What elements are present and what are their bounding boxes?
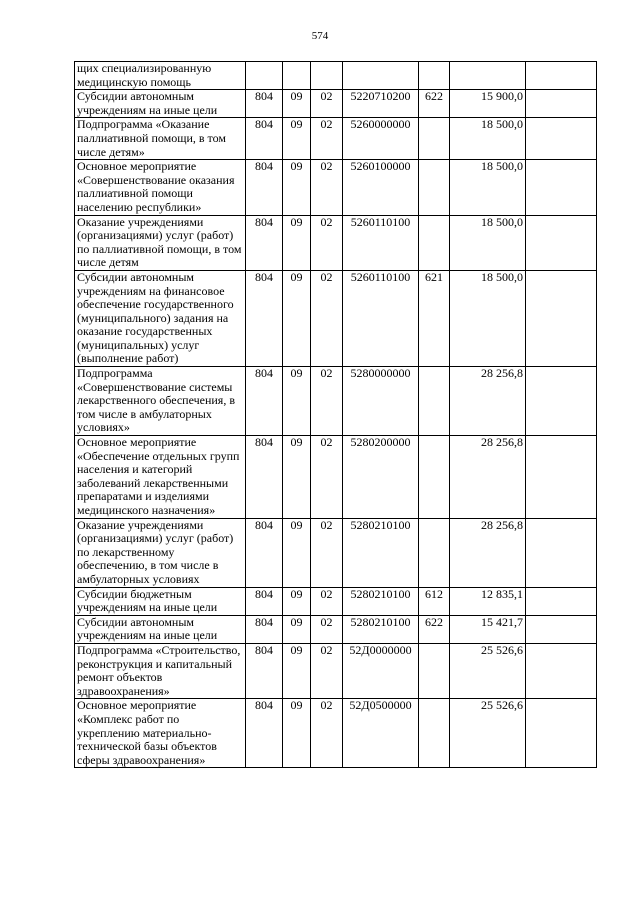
expense-type-cell: 612 <box>419 587 450 615</box>
extra-amount-cell <box>526 436 597 519</box>
admin-code-cell: 804 <box>246 90 283 118</box>
section-code-cell: 09 <box>283 518 311 587</box>
table-row <box>75 215 597 270</box>
extra-amount-cell <box>526 518 597 587</box>
target-article-cell: 52Д0500000 <box>343 699 419 768</box>
section-code-cell: 09 <box>283 160 311 215</box>
table-row <box>75 436 597 519</box>
table-row <box>75 518 597 587</box>
target-article-cell: 5260110100 <box>343 215 419 270</box>
amount-cell: 28 256,8 <box>450 518 526 587</box>
section-code-cell: 09 <box>283 587 311 615</box>
extra-amount-cell <box>526 160 597 215</box>
item-name-cell: Оказание учреждениями (организациями) услуг (работ) по паллиативной помощи, в том числе детям <box>75 215 246 270</box>
extra-amount-cell <box>526 615 597 643</box>
item-name-cell: Основное мероприятие «Совершенствование оказания паллиативной помощи населению республики» <box>75 160 246 215</box>
expense-type-cell <box>419 215 450 270</box>
section-code-cell: 09 <box>283 643 311 698</box>
expense-type-cell <box>419 436 450 519</box>
amount-cell: 28 256,8 <box>450 367 526 436</box>
expense-type-cell <box>419 118 450 160</box>
expense-type-cell <box>419 699 450 768</box>
target-article-cell <box>343 62 419 90</box>
extra-amount-cell <box>526 90 597 118</box>
extra-amount-cell <box>526 587 597 615</box>
admin-code-cell: 804 <box>246 699 283 768</box>
amount-cell <box>450 62 526 90</box>
section-code-cell: 09 <box>283 367 311 436</box>
subsection-code-cell: 02 <box>311 270 343 366</box>
target-article-cell: 5280000000 <box>343 367 419 436</box>
extra-amount-cell <box>526 118 597 160</box>
expense-type-cell <box>419 367 450 436</box>
subsection-code-cell: 02 <box>311 643 343 698</box>
budget-table-body <box>75 62 597 768</box>
table-row <box>75 587 597 615</box>
target-article-cell: 5280210100 <box>343 518 419 587</box>
admin-code-cell: 804 <box>246 270 283 366</box>
amount-cell: 15 421,7 <box>450 615 526 643</box>
section-code-cell: 09 <box>283 90 311 118</box>
target-article-cell: 52Д0000000 <box>343 643 419 698</box>
subsection-code-cell: 02 <box>311 587 343 615</box>
subsection-code-cell: 02 <box>311 90 343 118</box>
expense-type-cell: 622 <box>419 90 450 118</box>
subsection-code-cell <box>311 62 343 90</box>
item-name-cell: Оказание учреждениями (организациями) услуг (работ) по лекарственному обеспечению, в том числе в амбулаторных условиях <box>75 518 246 587</box>
subsection-code-cell: 02 <box>311 699 343 768</box>
section-code-cell: 09 <box>283 615 311 643</box>
table-row <box>75 160 597 215</box>
admin-code-cell: 804 <box>246 615 283 643</box>
subsection-code-cell: 02 <box>311 215 343 270</box>
subsection-code-cell: 02 <box>311 615 343 643</box>
amount-cell: 25 526,6 <box>450 643 526 698</box>
item-name-cell: Субсидии автономным учреждениям на финансовое обеспечение государственного (муниципального) задания на оказание государственных (муниципальных) услуг (выполнение работ) <box>75 270 246 366</box>
amount-cell: 18 500,0 <box>450 160 526 215</box>
extra-amount-cell <box>526 699 597 768</box>
subsection-code-cell: 02 <box>311 118 343 160</box>
table-row <box>75 643 597 698</box>
target-article-cell: 5280200000 <box>343 436 419 519</box>
amount-cell: 12 835,1 <box>450 587 526 615</box>
target-article-cell: 5260110100 <box>343 270 419 366</box>
expense-type-cell <box>419 643 450 698</box>
table-row <box>75 615 597 643</box>
extra-amount-cell <box>526 62 597 90</box>
subsection-code-cell: 02 <box>311 518 343 587</box>
amount-cell: 18 500,0 <box>450 270 526 366</box>
table-row <box>75 90 597 118</box>
table-row <box>75 62 597 90</box>
item-name-cell: Подпрограмма «Строительство, реконструкция и капитальный ремонт объектов здравоохранения» <box>75 643 246 698</box>
amount-cell: 18 500,0 <box>450 118 526 160</box>
extra-amount-cell <box>526 270 597 366</box>
target-article-cell: 5280210100 <box>343 615 419 643</box>
table-row <box>75 367 597 436</box>
item-name-cell: щих специализированную медицинскую помощь <box>75 62 246 90</box>
item-name-cell: Подпрограмма «Совершенствование системы лекарственного обеспечения, в том числе в амбулаторных условиях» <box>75 367 246 436</box>
amount-cell: 28 256,8 <box>450 436 526 519</box>
extra-amount-cell <box>526 643 597 698</box>
admin-code-cell: 804 <box>246 518 283 587</box>
item-name-cell: Основное мероприятие «Комплекс работ по укреплению материально-технической базы объектов сферы здравоохранения» <box>75 699 246 768</box>
section-code-cell: 09 <box>283 118 311 160</box>
budget-table <box>74 61 597 768</box>
item-name-cell: Субсидии бюджетным учреждениям на иные цели <box>75 587 246 615</box>
target-article-cell: 5260000000 <box>343 118 419 160</box>
table-row <box>75 118 597 160</box>
section-code-cell: 09 <box>283 270 311 366</box>
page-number: 574 <box>311 30 329 42</box>
expense-type-cell <box>419 62 450 90</box>
admin-code-cell <box>246 62 283 90</box>
admin-code-cell: 804 <box>246 160 283 215</box>
target-article-cell: 5220710200 <box>343 90 419 118</box>
item-name-cell: Субсидии автономным учреждениям на иные цели <box>75 615 246 643</box>
section-code-cell: 09 <box>283 215 311 270</box>
expense-type-cell <box>419 518 450 587</box>
table-row <box>75 270 597 366</box>
amount-cell: 18 500,0 <box>450 215 526 270</box>
amount-cell: 15 900,0 <box>450 90 526 118</box>
subsection-code-cell: 02 <box>311 436 343 519</box>
admin-code-cell: 804 <box>246 367 283 436</box>
target-article-cell: 5280210100 <box>343 587 419 615</box>
expense-type-cell: 621 <box>419 270 450 366</box>
subsection-code-cell: 02 <box>311 367 343 436</box>
section-code-cell <box>283 62 311 90</box>
admin-code-cell: 804 <box>246 118 283 160</box>
extra-amount-cell <box>526 367 597 436</box>
table-row <box>75 699 597 768</box>
admin-code-cell: 804 <box>246 215 283 270</box>
section-code-cell: 09 <box>283 699 311 768</box>
extra-amount-cell <box>526 215 597 270</box>
admin-code-cell: 804 <box>246 643 283 698</box>
item-name-cell: Подпрограмма «Оказание паллиативной помощи, в том числе детям» <box>75 118 246 160</box>
expense-type-cell: 622 <box>419 615 450 643</box>
item-name-cell: Субсидии автономным учреждениям на иные цели <box>75 90 246 118</box>
amount-cell: 25 526,6 <box>450 699 526 768</box>
subsection-code-cell: 02 <box>311 160 343 215</box>
admin-code-cell: 804 <box>246 436 283 519</box>
item-name-cell: Основное мероприятие «Обеспечение отдельных групп населения и категорий заболеваний лекарственными препаратами и изделиями медицинского назначения» <box>75 436 246 519</box>
section-code-cell: 09 <box>283 436 311 519</box>
target-article-cell: 5260100000 <box>343 160 419 215</box>
admin-code-cell: 804 <box>246 587 283 615</box>
expense-type-cell <box>419 160 450 215</box>
